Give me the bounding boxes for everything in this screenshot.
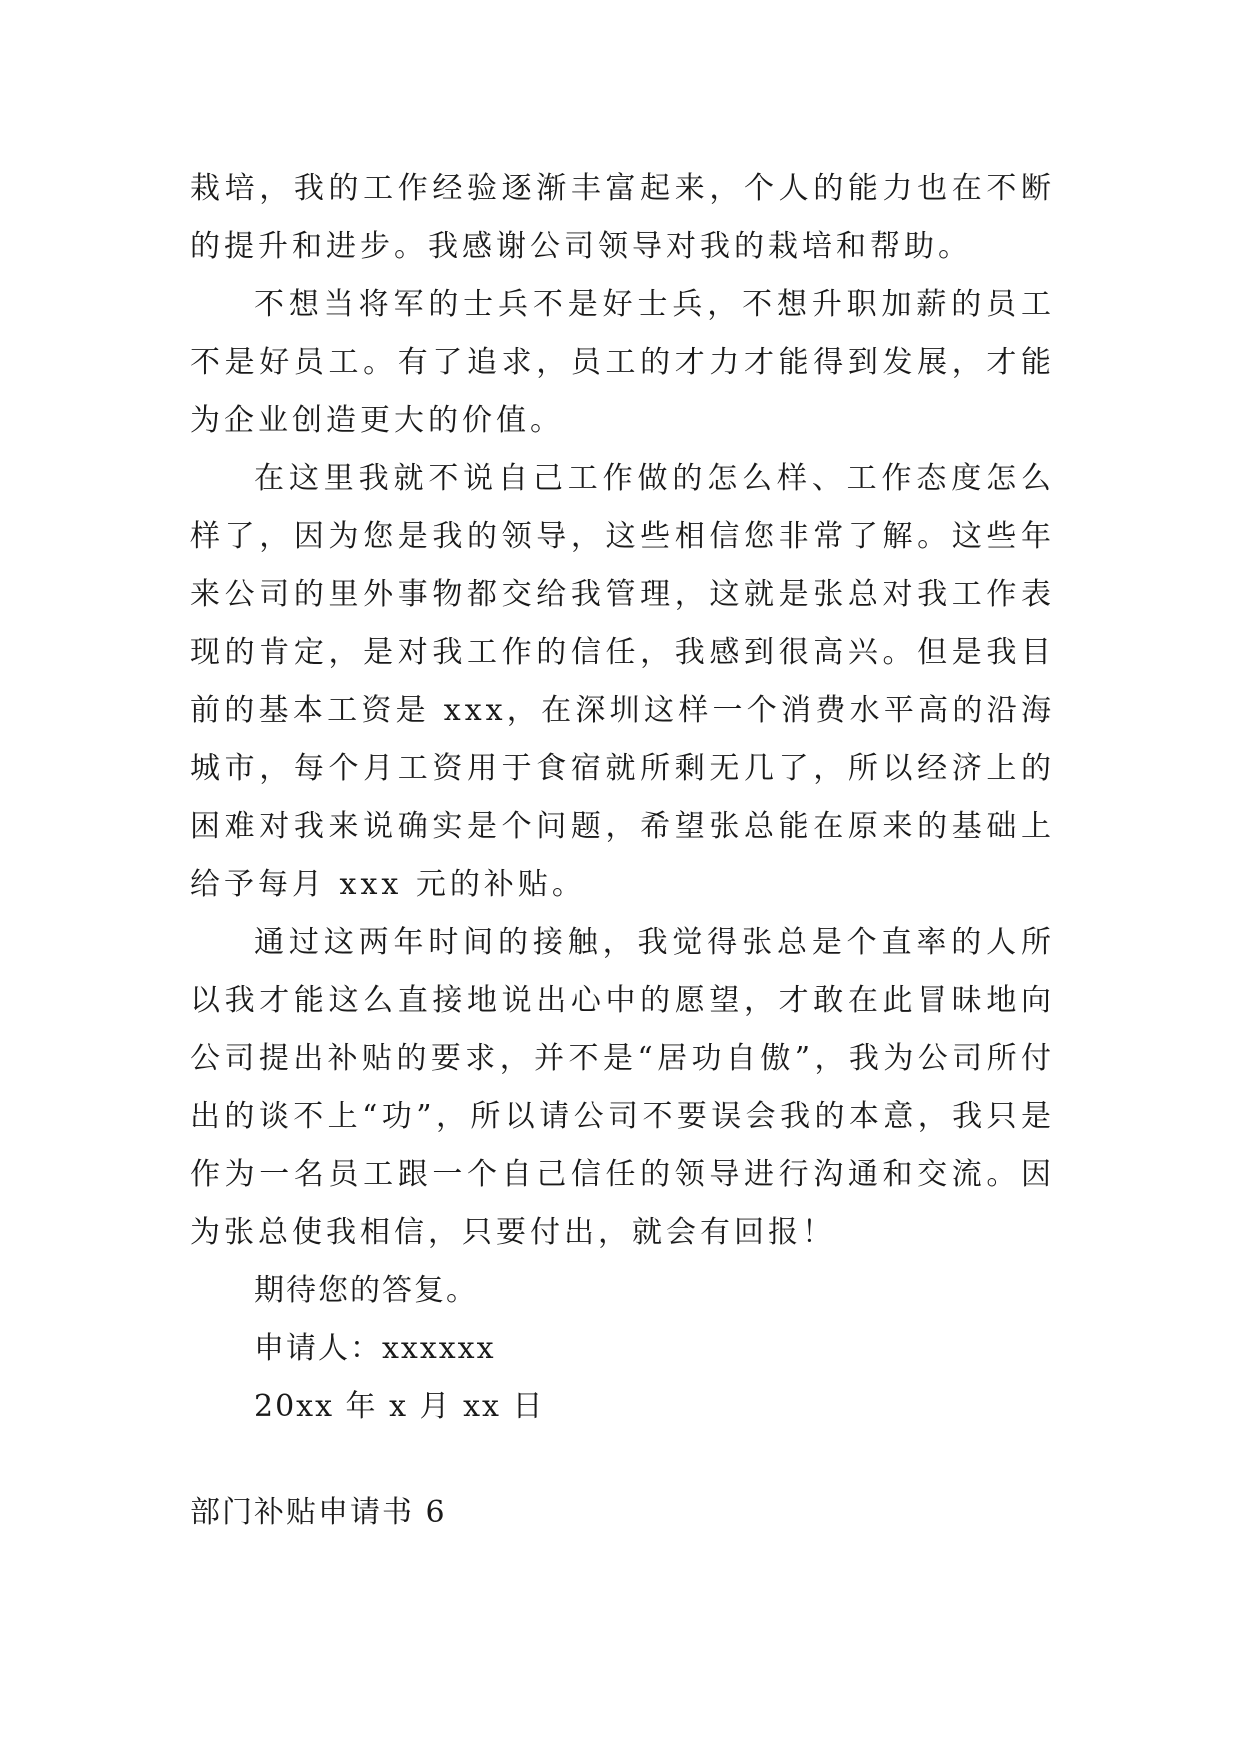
applicant-line: 申请人：xxxxxx: [254, 1331, 496, 1366]
letter-body: [190, 160, 1055, 1436]
paragraph-1: 栽培，我的工作经验逐渐丰富起来，个人的能力也在不断的提升和进步。我感谢公司领导对我的栽培和帮助。: [190, 171, 1055, 264]
closing-line: 期待您的答复。: [254, 1273, 478, 1308]
paragraph-2: 不想当将军的士兵不是好士兵，不想升职加薪的员工不是好员工。有了追求，员工的才力才能得到发展，才能为企业创造更大的价值。: [190, 287, 1055, 438]
date-line: 20xx 年 x 月 xx 日: [254, 1389, 545, 1424]
paragraph-3: 在这里我就不说自己工作做的怎么样、工作态度怎么样了，因为您是我的领导，这些相信您非常了解。这些年来公司的里外事物都交给我管理，这就是张总对我工作表现的肯定，是对我工作的信任，我感到很高兴。但是我目前的基本工资是 xxx，在深圳这样一个消费水平高的沿海城市，每个月工资用于食宿就所剩无几了，所以经济上的困难对我来说确实是个问题，希望张总能在原来的基础上给予每月 xxx 元的补贴。: [190, 461, 1055, 902]
next-section-title: 部门补贴申请书 6: [190, 1495, 447, 1530]
paragraph-4: 通过这两年时间的接触，我觉得张总是个直率的人所以我才能这么直接地说出心中的愿望，才敢在此冒昧地向公司提出补贴的要求，并不是“居功自傲”，我为公司所付出的谈不上“功”，所以请公司不要误会我的本意，我只是作为一名员工跟一个自己信任的领导进行沟通和交流。因为张总使我相信，只要付出，就会有回报！: [190, 925, 1055, 1250]
